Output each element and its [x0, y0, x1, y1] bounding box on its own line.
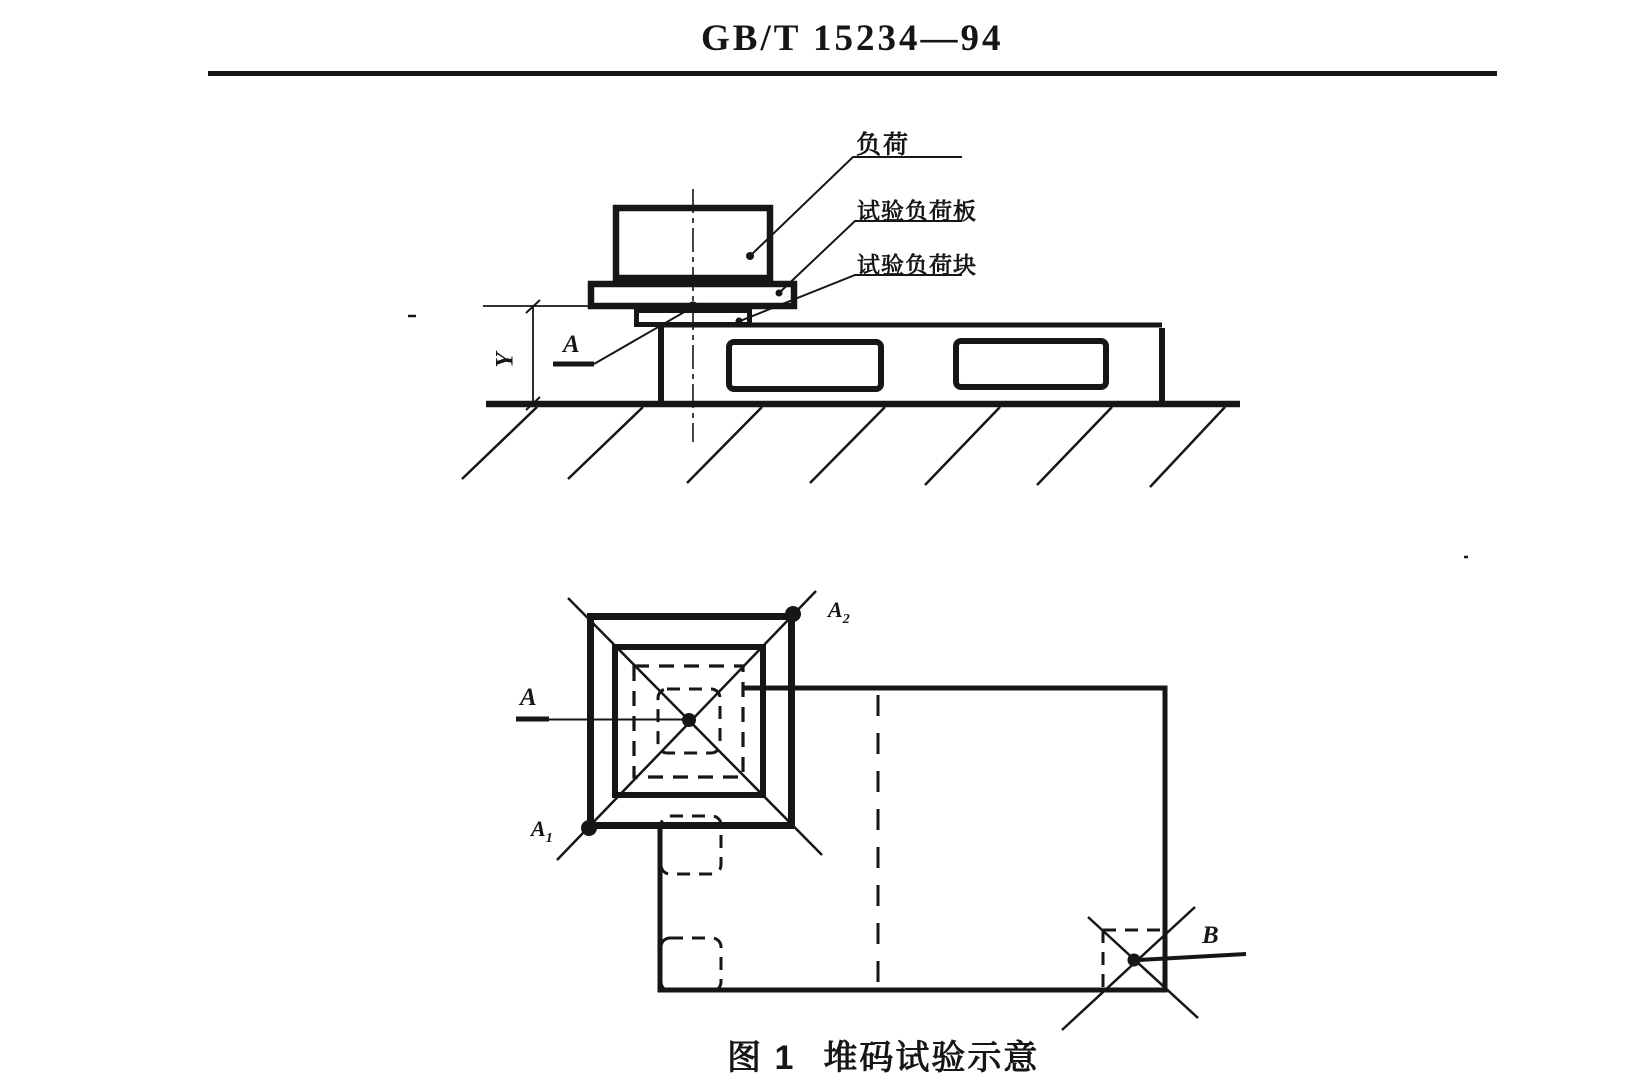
- b-diagonal-1: [1088, 917, 1198, 1018]
- point-a1-dot: [581, 820, 597, 836]
- b-diagonal-2: [1062, 907, 1195, 1030]
- label-point-a1-sub: 1: [545, 831, 553, 846]
- point-b-dot: [1128, 954, 1141, 967]
- figure-caption-label: 图 1: [727, 1039, 796, 1077]
- figure-caption: [727, 1030, 1039, 1079]
- label-dimension-y: Y: [491, 352, 519, 368]
- label-test-load-block: 试验负荷块: [857, 252, 977, 278]
- pallet-side: [659, 325, 1162, 404]
- point-b-leader: [1139, 954, 1246, 960]
- point-a-leader-top: [516, 719, 689, 720]
- label-point-b: B: [1202, 922, 1219, 949]
- pallet-opening-right: [956, 341, 1106, 387]
- label-test-load-plate: 试验负荷板: [857, 198, 977, 224]
- pallet-opening-left: [729, 342, 881, 389]
- label-point-a2-base: A: [828, 597, 843, 622]
- label-point-a-top: A: [520, 684, 537, 711]
- label-point-a2: [828, 597, 850, 628]
- ground-hatching: [462, 407, 1225, 487]
- standard-number: GB/T 15234—94: [701, 18, 1004, 59]
- label-point-a1-base: A: [531, 816, 546, 841]
- label-load: 负荷: [856, 131, 911, 159]
- point-a2-dot: [785, 606, 801, 622]
- top-view: [516, 591, 1246, 1030]
- figure-caption-title: 堆码试验示意: [823, 1039, 1040, 1077]
- label-point-a2-sub: 2: [842, 612, 850, 627]
- pallet-top-outline: [660, 688, 1165, 990]
- label-point-a-side: A: [563, 331, 580, 358]
- label-point-a1: [531, 816, 553, 847]
- pallet-foot-bottom-left: [661, 938, 721, 991]
